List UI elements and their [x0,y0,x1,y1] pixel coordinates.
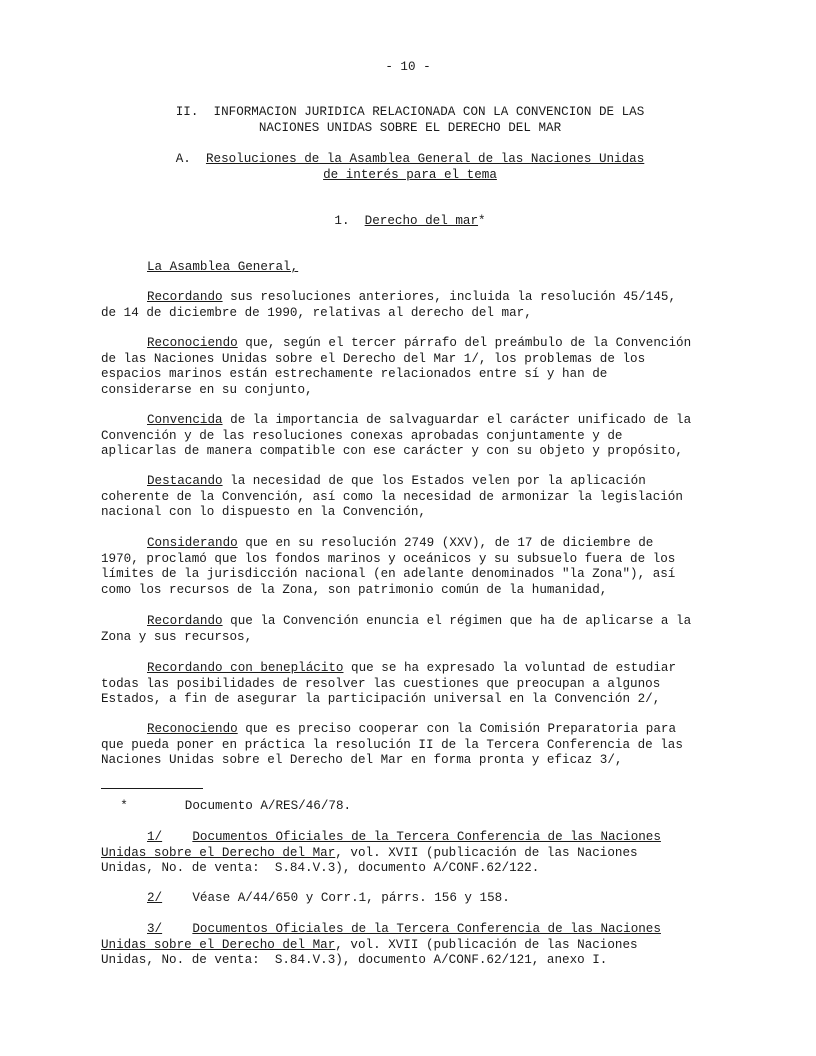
heading-line-1: II. INFORMACION JURIDICA RELACIONADA CON LA CONVENCION DE LAS [175,105,645,119]
footnote-item: 2/ Véase A/44/650 y Corr.1, párrs. 156 y 158. [147,891,510,905]
heading-line-2: NACIONES UNIDAS SOBRE EL DERECHO DEL MAR [258,121,562,135]
footnote-item: 3/ Documentos Oficiales de la Tercera Conferencia de las Naciones Unidas sobre el Derecho del Mar, vol. XVII (publicación de las Naciones Unidas, No. de venta: S.84.V.3), documento A/CONF.62/121, anexo I. [101,922,661,968]
paragraph: Recordando que la Convención enuncia el régimen que ha de aplicarse a la Zona y sus recursos, [101,614,692,644]
section-title-text: Derecho del mar [364,214,479,228]
paragraph: Reconociendo que, según el tercer párrafo del preámbulo de la Convención de las Naciones Unidas sobre el Derecho del Mar 1/, los problemas de los espacios marinos están estrechamente relacionados entre sí y han de considerarse en su conjunto, [101,336,692,397]
subheading-line-2: de interés para el tema [323,168,497,182]
footnote-item: * Documento A/RES/46/78. [101,799,726,815]
paragraph: Recordando sus resoluciones anteriores, incluida la resolución 45/145, de 14 de diciembre de 1990, relativas al derecho del mar, [101,290,677,320]
paragraph: Reconociendo que es preciso cooperar con la Comisión Preparatoria para que pueda poner en práctica la resolución II de la Tercera Conferencia de las Naciones Unidas sobre el Derecho del Mar en forma pronta y eficaz 3/, [101,722,683,768]
paragraph: Destacando la necesidad de que los Estados velen por la aplicación coherente de la Convención, así como la necesidad de armonizar la legislación nacional con lo dispuesto en la Convención, [101,474,683,520]
paragraph: Recordando con beneplácito que se ha expresado la voluntad de estudiar todas las posibilidades de resolver las cuestiones que preocupan a algunos Estados, a fin de asegurar la participación universal en la Convención 2/, [101,661,677,707]
section-footnote-mark: * [478,214,486,228]
footnote-item: 1/ Documentos Oficiales de la Tercera Conferencia de las Naciones Unidas sobre el Derecho del Mar, vol. XVII (publicación de las Naciones Unidas, No. de venta: S.84.V.3), documento A/CONF.62/122. [101,830,661,876]
paragraph: Considerando que en su resolución 2749 (XXV), de 17 de diciembre de 1970, proclamó que los fondos marinos y oceánicos y su subsuelo fuera de los límites de la jurisdicción nacional (en adelante denominados "la Zona"), así como los recursos de la Zona, son patrimonio común de la humanidad, [101,536,676,597]
footnote-mark: 3/ [147,922,163,936]
heading [100,104,720,136]
subheading [100,151,720,183]
footnote-mark: * [120,799,128,813]
footnote-mark: 1/ [147,830,163,844]
footnote-separator [101,788,203,789]
subheading-line-1: A. Resoluciones de la Asamblea General de las Naciones Unidas [175,152,645,166]
page-number: - 10 - [385,60,431,74]
section-title: 1. Derecho del mar* [334,214,486,228]
paragraph: Convencida de la importancia de salvaguardar el carácter unificado de la Convención y de las resoluciones conexas aprobadas conjuntamente y de aplicarlas de manera compatible con ese carácter y con su objeto y propósito, [101,413,692,459]
addressee: La Asamblea General, [147,260,299,274]
footnote-mark: 2/ [147,891,163,905]
